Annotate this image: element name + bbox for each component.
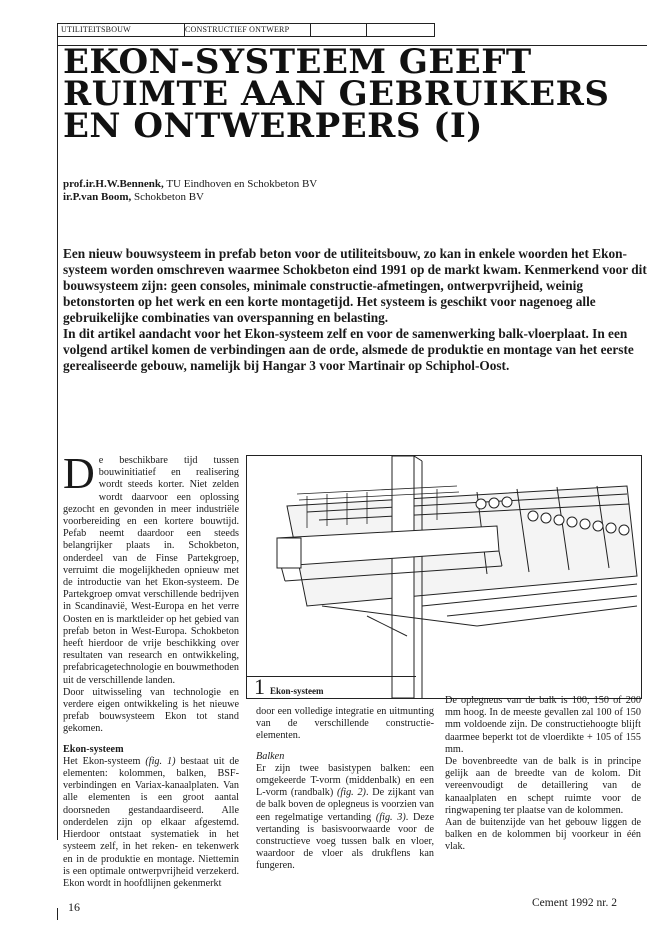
col3-paragraph-1: De oplegneus van de balk is 100, 150 of 200 mm hoog. In de meeste gevallen zal 100 of 150 mm voldoende zijn. De constructiehoogte blijft daarmee beperkt tot de vloerdikte + 105 of 155 mm. <box>445 695 641 755</box>
p3-part-a: Het Ekon-systeem <box>63 755 146 767</box>
author-2-affiliation: Schokbeton BV <box>131 191 204 203</box>
lead-paragraph <box>63 246 648 374</box>
intro-text: e beschikbare tijd tussen bouwinitiatief en realisering wordt steeds korter. Niet zelden wordt daarvoor een oplossing gezocht en gevonden in meer industriële voorbereiding en een kortere bouwtijd. Pefab neemt daardoor een steeds belangrijker plaats in. Schokbeton, onderdeel van de Finse Partekgroep, verruimt die mogelijkheden opnieuw met de introductie van het Ekon-systeem. De Partekgroep omvat verschillende bedrijven in Scandinavië, West-Europa en het verre Oosten en is marktleider op het gebied van prefab beton in West-Europa. Schokbeton heeft hierdoor de vrije beschikking over resultaten van research en ontwikkeling, prefabricagetechnologie en bouwmethoden uit de verschillende landen. <box>63 455 239 686</box>
subhead-balken: Balken <box>256 750 285 762</box>
ekon-system-drawing <box>247 456 641 698</box>
caption-rule <box>246 676 416 677</box>
col3-paragraph-3: Aan de buitenzijde van het gebouw liggen de balken en de kolommen bij voorkeur in één vlak. <box>445 817 641 853</box>
paragraph-3 <box>63 756 239 890</box>
footer-left-rule <box>57 908 58 920</box>
column-1 <box>63 449 239 890</box>
article-title: EKON-SYSTEEM GEEFT RUIMTE AAN GEBRUIKERS EN ONTWERPERS (I) <box>63 42 610 146</box>
section-tab-bar <box>57 23 435 37</box>
lead-part-1: Een nieuw bouwsysteem in prefab beton voor de utiliteitsbouw, zo kan in enkele woorden het Ekon-systeem worden omschreven waarmee Schokbeton eind 1991 op de markt kwam. Kenmerkend voor dit bouwsysteem zijn: geen consoles, minimale constructie-afmetingen, ontwerpvrijheid, weinig betonstorten op het werk en een korte montagetijd. Het systeem is geschikt voor nagenoeg alle gebruikelijke combinaties van overspanning en belasting. <box>63 246 647 325</box>
journal-issue: Cement 1992 nr. 2 <box>532 897 617 909</box>
author-1-name: prof.ir.H.W.Bennenk, <box>63 178 164 190</box>
column-3 <box>445 695 641 854</box>
author-1 <box>63 178 317 191</box>
section-tab-empty <box>308 24 367 36</box>
fig1-reference: (fig. 1) <box>145 755 176 767</box>
col3-paragraph-2: De bovenbreedte van de balk is in principe gelijk aan de breedte van de kolom. Dit vereenvoudigt de detaillering van de kanaalplaten en schept ruimte voor de ringwapening ter plaatse van de kolommen. <box>445 756 641 816</box>
column-2 <box>256 706 434 873</box>
intro-paragraph <box>63 449 239 687</box>
section-tab-constructief-ontwerp: CONSTRUCTIEF ONTWERP <box>182 24 311 36</box>
figure-title: Ekon-systeem <box>270 686 324 696</box>
col2-paragraph-1: door een volledige integratie en uitmunting van de verschillende constructie-elementen. <box>256 706 434 742</box>
figure-1-illustration <box>246 455 642 699</box>
figure-number: 1 <box>254 674 265 699</box>
subhead-ekon-systeem: Ekon-systeem <box>63 743 124 755</box>
author-block <box>63 178 317 204</box>
paragraph-2: Door uitwisseling van technologie en verdere eigen ontwikkeling is het nieuwe prefab bouwsysteem Ekon tot stand gekomen. <box>63 686 239 735</box>
page-number: 16 <box>68 900 80 914</box>
lead-part-2: In dit artikel aandacht voor het Ekon-systeem zelf en voor de samenwerking balk-vloerplaat. In een volgend artikel komen de verbindingen aan de orde, alsmede de produktie en montage van het eerste gerealiseerde gebouw, namelijk bij Hangar 3 voor Martinair op Schiphol-Oost. <box>63 326 634 373</box>
fig3-reference: (fig. 3) <box>375 811 406 823</box>
balken-part-b: . De zijkant van de balk boven de oplegneus is voorzien van een regelmatige vertanding <box>256 787 434 823</box>
author-2-name: ir.P.van Boom, <box>63 191 132 203</box>
balken-part-c: . Deze vertanding is basisvoorwaarde voor de constructieve voeg tussen balk en vloer, waardoor de vloer als drukflens kan fungeren. <box>256 811 434 872</box>
fig2-reference: (fig. 2) <box>337 787 366 799</box>
col2-paragraph-2 <box>256 763 434 873</box>
section-tab-utiliteitsbouw: UTILITEITSBOUW <box>58 24 185 36</box>
balken-part-a: Er zijn twee basistypen balken: een omgekeerde T-vorm (middenbalk) en een L-vorm (randbalk) <box>256 762 434 799</box>
drop-cap: D <box>63 449 95 498</box>
page-left-rule <box>57 37 58 840</box>
author-1-affiliation: TU Eindhoven en Schokbeton BV <box>163 178 318 190</box>
author-2 <box>63 191 317 204</box>
p3-part-b: bestaat uit de elementen: kolommen, balken, BSF-verbindingen en Variax-kanaalplaten. Van alle elementen is een groot aantal doorsneden gestandaardiseerd. Alle onderdelen zijn op elkaar afgestemd. Hierdoor ontstaat systematiek in het systeem zelf, in het reken- en tekenwerk en in de produktie en montage. Niettemin is een optimale ontwerpvrijheid verzekerd. Ekon wordt in hoofdlijnen gekenmerkt <box>63 755 239 889</box>
